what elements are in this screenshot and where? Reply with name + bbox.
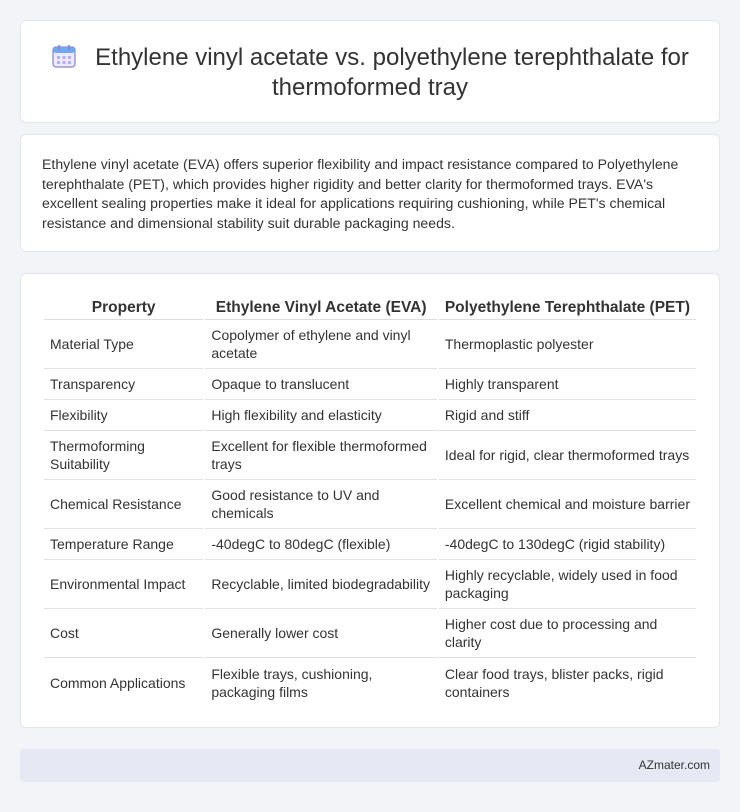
cell-property: Cost <box>44 609 203 658</box>
cell-pet: Clear food trays, blister packs, rigid containers <box>444 665 664 700</box>
header-eva: Ethylene Vinyl Acetate (EVA) <box>205 292 437 320</box>
cell-pet: Rigid and stiff <box>439 400 696 431</box>
table-row <box>44 400 696 431</box>
table-row <box>44 560 696 609</box>
title-card <box>20 20 720 123</box>
header-pet: Polyethylene Terephthalate (PET) <box>439 292 696 320</box>
cell-pet: Ideal for rigid, clear thermoformed trays <box>439 431 696 480</box>
cell-property: Environmental Impact <box>44 560 203 609</box>
header-property: Property <box>44 292 203 320</box>
cell-property: Flexibility <box>44 400 203 431</box>
table-row <box>44 320 696 369</box>
cell-eva: Flexible trays, cushioning, packaging films <box>211 665 373 700</box>
cell-property: Thermoforming Suitability <box>44 431 203 480</box>
table-row <box>44 609 696 658</box>
page-title-wrap <box>21 43 719 103</box>
cell-pet: Highly transparent <box>439 369 696 400</box>
calendar-icon <box>51 43 77 69</box>
cell-property: Temperature Range <box>44 529 203 560</box>
cell-eva: Recyclable, limited biodegradability <box>205 560 437 609</box>
cell-eva: Copolymer of ethylene and vinyl acetate <box>205 320 437 369</box>
cell-property: Material Type <box>44 320 203 369</box>
table-row <box>44 529 696 560</box>
comparison-table-card <box>20 273 720 728</box>
table-row <box>44 480 696 529</box>
cell-pet: -40degC to 130degC (rigid stability) <box>439 529 696 560</box>
cell-property: Common Applications <box>50 674 186 691</box>
cell-property: Transparency <box>44 369 203 400</box>
footer-brand-link[interactable]: AZmater.com <box>638 758 710 772</box>
table-row <box>44 658 696 707</box>
cell-pet: Highly recyclable, widely used in food packaging <box>439 560 696 609</box>
page-title: Ethylene vinyl acetate vs. polyethylene terephthalate for thermoformed tray <box>95 44 689 101</box>
table-header-row <box>44 292 696 320</box>
table-row <box>44 369 696 400</box>
cell-eva: Good resistance to UV and chemicals <box>205 480 437 529</box>
summary-text: Ethylene vinyl acetate (EVA) offers superior flexibility and impact resistance compared to Polyethylene terephthalate (PET), which provides higher rigidity and better clarity for thermoformed trays. EVA's excellent sealing properties make it ideal for applications requiring cushioning, while PET's chemical resistance and dimensional stability suit durable packaging needs. <box>42 156 679 231</box>
cell-pet: Thermoplastic polyester <box>439 320 696 369</box>
table-row <box>44 431 696 480</box>
cell-eva: High flexibility and elasticity <box>205 400 437 431</box>
cell-eva: -40degC to 80degC (flexible) <box>205 529 437 560</box>
cell-pet: Higher cost due to processing and clarity <box>439 609 696 658</box>
cell-eva: Opaque to translucent <box>205 369 437 400</box>
cell-eva: Generally lower cost <box>205 609 437 658</box>
cell-eva: Excellent for flexible thermoformed trays <box>205 431 437 480</box>
cell-property: Chemical Resistance <box>44 480 203 529</box>
footer-bar <box>20 749 720 782</box>
cell-pet: Excellent chemical and moisture barrier <box>439 480 696 529</box>
comparison-table <box>42 292 698 707</box>
summary-card <box>20 134 720 252</box>
